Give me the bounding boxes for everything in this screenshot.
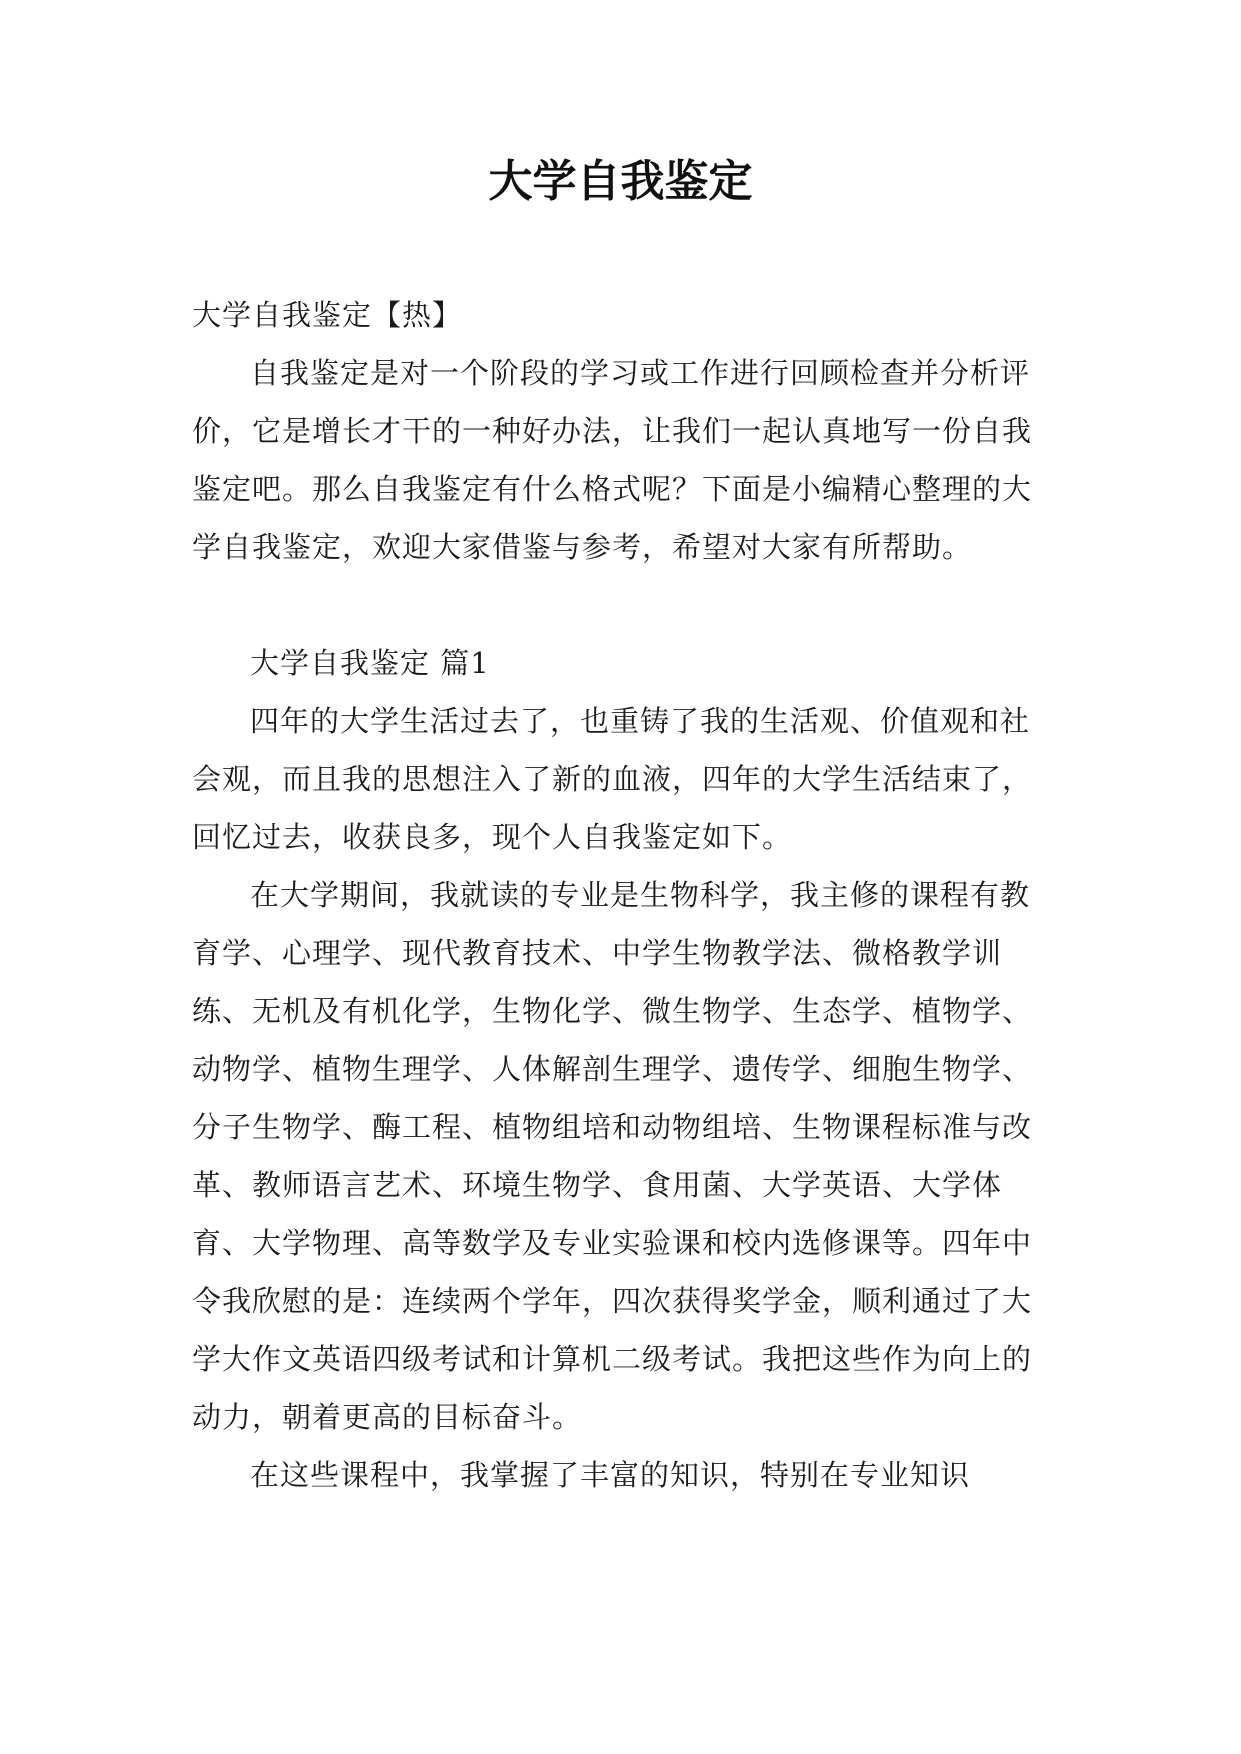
body-paragraph: 在大学期间，我就读的专业是生物科学，我主修的课程有教育学、心理学、现代教育技术、中学生物教学法、微格教学训练、无机及有机化学，生物化学、微生物学、生态学、植物学、动物学、植物生理学、人体解剖生理学、遗传学、细胞生物学、分子生物学、酶工程、植物组培和动物组培、生物课程标准与改革、教师语言艺术、环境生物学、食用菌、大学英语、大学体育、大学物理、高等数学及专业实验课和校内选修课等。四年中令我欣慰的是：连续两个学年，四次获得奖学金，顺利通过了大学大作文英语四级考试和计算机二级考试。我把这些作为向上的动力，朝着更高的目标奋斗。 bbox=[192, 878, 1033, 1434]
paragraph-gap bbox=[192, 576, 1052, 634]
body-paragraph: 在这些课程中，我掌握了丰富的知识，特别在专业知识 bbox=[250, 1458, 971, 1492]
document-body bbox=[192, 286, 1052, 1504]
section-title: 大学自我鉴定 篇1 bbox=[250, 646, 490, 680]
intro-paragraph: 自我鉴定是对一个阶段的学习或工作进行回顾检查并分析评价，它是增长才干的一种好办法，让我们一起认真地写一份自我鉴定吧。那么自我鉴定有什么格式呢？下面是小编精心整理的大学自我鉴定，欢迎大家借鉴与参考，希望对大家有所帮助。 bbox=[192, 356, 1033, 564]
body-paragraph: 四年的大学生活过去了，也重铸了我的生活观、价值观和社会观，而且我的思想注入了新的血液，四年的大学生活结束了，回忆过去，收获良多，现个人自我鉴定如下。 bbox=[192, 704, 1033, 854]
document-title: 大学自我鉴定 bbox=[488, 156, 753, 207]
document-subtitle: 大学自我鉴定【热】 bbox=[192, 298, 463, 332]
